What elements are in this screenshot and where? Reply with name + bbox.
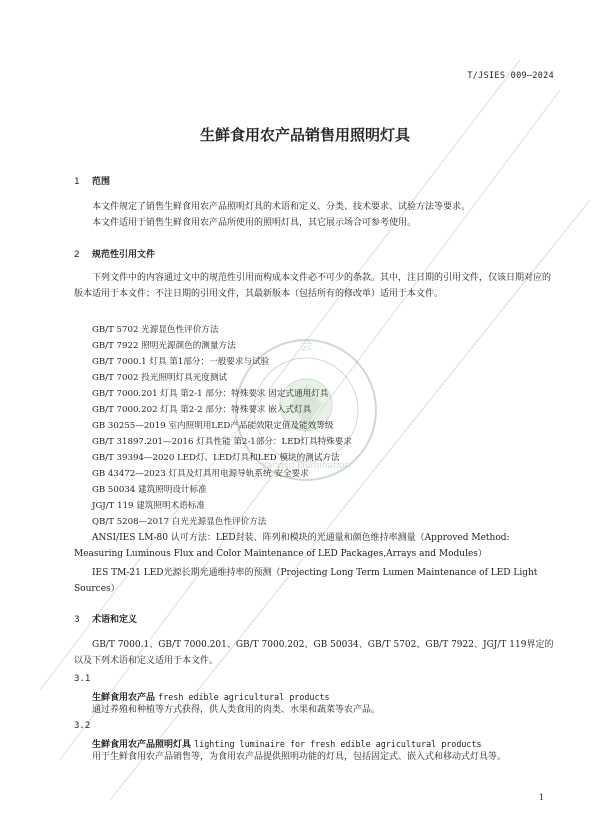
reference-item-long: IES TM-21 LED光源长期光通维持率的预测（Projecting Long Term Lumen Maintenance of LED Light Sources） (74, 568, 538, 594)
document-number: T/JSIES 009—2024 (467, 71, 554, 81)
section-2-heading (74, 247, 155, 260)
term-en: lighting luminaire for fresh edible agricultural products (194, 739, 482, 749)
section-number: 3 (74, 615, 80, 625)
reference-item: GB/T 7000.201 灯具 第2-1 部分：特殊要求 固定式通用灯具 (92, 389, 329, 399)
term-title (92, 737, 482, 750)
section-number: 1 (74, 177, 80, 187)
reference-item: GB/T 7922 照明光源颜色的测量方法 (92, 341, 236, 351)
reference-item: GB/T 7000.202 灯具 第2-2 部分：特殊要求 嵌入式灯具 (92, 405, 312, 415)
section-1-heading (74, 174, 110, 187)
seal-char: 会 (299, 339, 313, 354)
term-en: fresh edible agricultural products (158, 692, 330, 702)
paragraph: 下列文件中的内容通过文中的规范性引用而构成本文件必不可少的条款。其中，注日期的引用文件，仅该日期对应的版本适用于本文件；不注日期的引用文件，其最新版本（包括所有的修改单）适用于本文件。 (74, 273, 552, 299)
reference-item-long: ANSI/IES LM-80 认可方法：LED封装、阵列和模块的光通量和颜色维持率测量（Approved Method: Measuring Luminous Flux and Color Maintenance of LED Packages,Arrays and Modules） (74, 533, 510, 559)
term-zh: 生鲜食用农产品 (92, 693, 156, 703)
reference-item: GB/T 7000.1 灯具 第1部分：一般要求与试验 (92, 357, 270, 367)
section-title: 范围 (92, 177, 111, 187)
section-3-heading (74, 612, 137, 625)
page-number: 1 (538, 793, 544, 802)
reference-item: GB/T 5702 光源显色性评价方法 (92, 325, 219, 335)
reference-item: JGJ/T 119 建筑照明术语标准 (92, 501, 205, 511)
reference-item: QB/T 5208—2017 白光光源显色性评价方法 (92, 517, 267, 527)
reference-item: GB 50034 建筑照明设计标准 (92, 485, 207, 495)
paragraph: 本文件规定了销售生鲜食用农产品照明灯具的术语和定义、分类、技术要求、试验方法等要求。 (92, 202, 471, 212)
reference-item: GB 43472—2023 灯具及灯具用电源导轨系统 安全要求 (92, 469, 309, 479)
reference-item: GB 30255—2019 室内照明用LED产品能效限定值及能效等级 (92, 421, 334, 431)
paragraph: 本文件适用于销售生鲜食用农产品所使用的照明灯具，其它展示场合可参考使用。 (92, 218, 417, 228)
term-number: 3.1 (74, 674, 91, 684)
term-definition: 用于生鲜食用农产品销售等，为食用农产品提供照明功能的灯具，包括固定式、嵌入式和移动式灯具等。 (92, 752, 507, 762)
term-title (92, 690, 330, 703)
reference-item: GB/T 7002 投光照明灯具光度测试 (92, 373, 228, 383)
seal-text: Jiangsu Illumination (261, 461, 351, 471)
section-title: 规范性引用文件 (92, 250, 156, 260)
term-zh: 生鲜食用农产品照明灯具 (92, 740, 192, 750)
section-number: 2 (74, 250, 80, 260)
paragraph: GB/T 7000.1、GB/T 7000.201、GB/T 7000.202、GB 50034、GB/T 5702、GB/T 7922、JGJ/T 119界定的以及下列术语和定义适用于本文件。 (74, 640, 554, 666)
section-title: 术语和定义 (92, 615, 138, 625)
reference-item: GB/T 31897.201—2016 灯具性能 第2-1部分：LED灯具特殊要求 (92, 437, 352, 447)
term-definition: 通过养殖和种植等方式获得，供人类食用的肉类、水果和蔬菜等农产品。 (92, 705, 381, 715)
reference-item: GB/T 39394—2020 LED灯、LED灯具和LED 模块的测试方法 (92, 453, 340, 463)
page-title: 生鲜食用农产品销售用照明灯具 (199, 126, 410, 144)
term-number: 3.2 (74, 721, 91, 731)
